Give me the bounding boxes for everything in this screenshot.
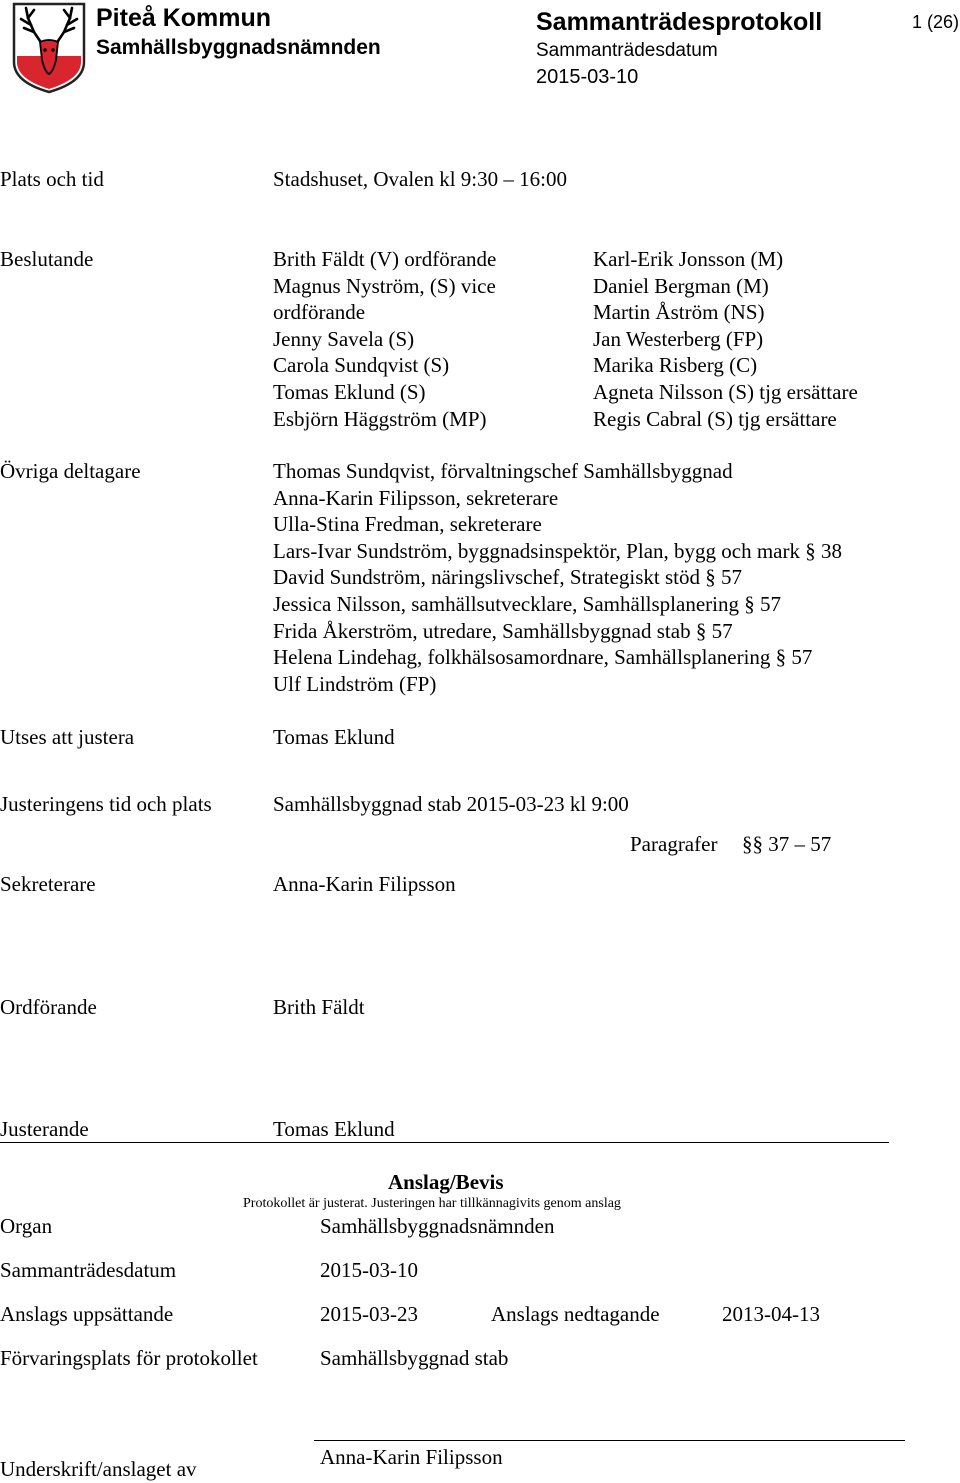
member: Regis Cabral (S) tjg ersättare: [593, 406, 837, 431]
member: Agneta Nilsson (S) tjg ersättare: [593, 379, 858, 404]
reindeer-shield-icon: [12, 2, 86, 94]
meeting-date: 2015-03-10: [536, 66, 639, 88]
adjuster-name: Tomas Eklund: [273, 1117, 395, 1141]
member: Marika Risberg (C): [593, 353, 758, 378]
signature-label: Underskrift/anslaget av: [0, 1457, 197, 1481]
member: Tomas Eklund (S): [273, 379, 426, 404]
member: Daniel Bergman (M): [593, 273, 769, 298]
municipality-logo: [12, 2, 86, 94]
adjuster-label: Justerande: [0, 1117, 89, 1141]
member: Esbjörn Häggström (MP): [273, 406, 487, 431]
member: Magnus Nyström, (S) vice: [273, 273, 496, 298]
posted-value: 2015-03-23: [320, 1302, 418, 1326]
member: ordförande: [273, 300, 366, 325]
member: Martin Åström (NS): [593, 300, 765, 325]
signature-line: [314, 1440, 905, 1441]
organ-label: Organ: [0, 1214, 53, 1238]
other-participants-list: [273, 458, 842, 697]
meeting-date-label: Sammanträdesdatum: [536, 40, 718, 61]
chair-label: Ordförande: [0, 995, 97, 1019]
participant: Ulf Lindström (FP): [273, 671, 437, 696]
organization-name: Piteå Kommun: [96, 4, 272, 32]
separator-line: [0, 1142, 889, 1143]
storage-label: Förvaringsplats för protokollet: [0, 1346, 258, 1370]
participant: Lars-Ivar Sundström, byggnadsinspektör, Plan, bygg och mark § 38: [273, 538, 842, 563]
notice-title: Anslag/Bevis: [388, 1170, 504, 1194]
adjustment-label: Justeringens tid och plats: [0, 792, 212, 816]
storage-value: Samhällsbyggnad stab: [320, 1346, 509, 1370]
participant: Anna-Karin Filipsson, sekreterare: [273, 485, 559, 510]
organ-value: Samhällsbyggnadsnämnden: [320, 1214, 555, 1238]
member: Karl-Erik Jonsson (M): [593, 247, 784, 271]
posted-label: Anslags uppsättande: [0, 1302, 174, 1326]
page-number: 1 (26): [912, 12, 960, 32]
adjustment-value: Samhällsbyggnad stab 2015-03-23 kl 9:00: [273, 792, 629, 816]
decision-makers-left-column: [273, 246, 496, 432]
document-type: Sammanträdesprotokoll: [536, 8, 823, 36]
member: Brith Fäldt (V) ordförande: [273, 247, 497, 271]
secretary-name: Anna-Karin Filipsson: [273, 872, 456, 896]
participant: David Sundström, näringslivschef, Strategiskt stöd § 57: [273, 565, 742, 590]
decision-makers-label: Beslutande: [0, 247, 94, 271]
paragraphs-label: Paragrafer: [630, 832, 718, 856]
participant: Frida Åkerström, utredare, Samhällsbyggnad stab § 57: [273, 618, 733, 643]
adjuster-appointed-value: Tomas Eklund: [273, 725, 395, 749]
board-name: Samhällsbyggnadsnämnden: [96, 36, 381, 59]
chair-name: Brith Fäldt: [273, 995, 365, 1019]
participant: Helena Lindehag, folkhälsosamordnare, Samhällsplanering § 57: [273, 645, 813, 670]
member: Carola Sundqvist (S): [273, 353, 450, 378]
notice-meeting-date-value: 2015-03-10: [320, 1258, 418, 1282]
participant: Thomas Sundqvist, förvaltningschef Samhällsbyggnad: [273, 459, 733, 483]
notice-subtitle: Protokollet är justerat. Justeringen har tillkännagivits genom anslag: [243, 1196, 621, 1211]
secretary-label: Sekreterare: [0, 872, 96, 896]
signature-name: Anna-Karin Filipsson: [320, 1445, 503, 1469]
place-time-label: Plats och tid: [0, 167, 104, 191]
removed-value: 2013-04-13: [722, 1302, 820, 1326]
notice-meeting-date-label: Sammanträdesdatum: [0, 1258, 177, 1282]
participant: Ulla-Stina Fredman, sekreterare: [273, 512, 542, 537]
place-time-value: Stadshuset, Ovalen kl 9:30 – 16:00: [273, 167, 567, 191]
paragraphs-value: §§ 37 – 57: [742, 832, 832, 856]
member: Jenny Savela (S): [273, 326, 415, 351]
participant: Jessica Nilsson, samhällsutvecklare, Samhällsplanering § 57: [273, 591, 781, 616]
member: Jan Westerberg (FP): [593, 326, 764, 351]
adjuster-appointed-label: Utses att justera: [0, 725, 135, 749]
decision-makers-right-column: [593, 246, 858, 432]
removed-label: Anslags nedtagande: [491, 1302, 660, 1326]
other-participants-label: Övriga deltagare: [0, 459, 141, 483]
